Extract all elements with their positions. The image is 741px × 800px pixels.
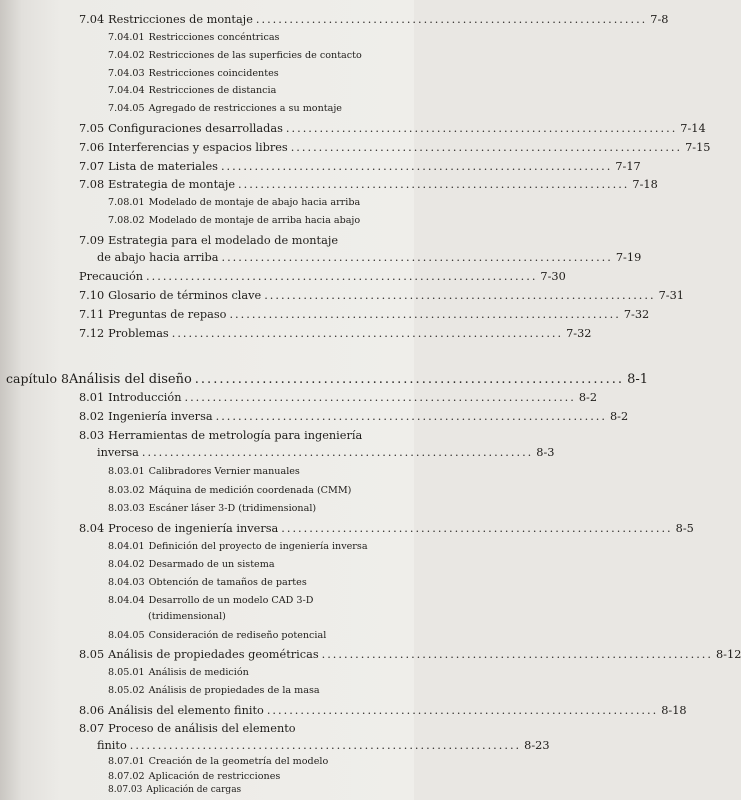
subsection-number: 8.07.01 (108, 756, 145, 767)
leader-dots: ...................................................................... (215, 410, 607, 423)
page-number: 7-8 (650, 13, 669, 26)
subsection-title: Restricciones de distancia (148, 85, 277, 96)
section-number: 7.05 (79, 122, 105, 135)
toc-entry-7-11 (79, 308, 650, 321)
toc-entry-7-07 (79, 160, 641, 173)
subsection-title: Consideración de rediseño potencial (148, 630, 327, 641)
section-title: Análisis de propiedades geométricas (108, 648, 319, 661)
page-number: 7-32 (623, 308, 650, 321)
section-number: 8.02 (79, 410, 105, 423)
subsection-number: 7.04.04 (108, 85, 145, 96)
section-title: Proceso de ingeniería inversa (108, 522, 279, 535)
section-title: Proceso de análisis del elemento (108, 722, 296, 735)
toc-entry-8-03 (79, 430, 404, 441)
subsection-title: Modelado de montaje de abajo hacia arriba (148, 197, 361, 208)
chapter-label: capítulo 8 (6, 371, 69, 386)
subsection-number: 7.08.02 (108, 215, 145, 226)
toc-subentry-7-04-03 (108, 69, 404, 79)
toc-subentry-8-03-02 (108, 486, 404, 496)
subsection-number: 8.07.02 (108, 771, 145, 782)
subsection-number: 7.04.02 (108, 50, 145, 61)
leader-dots: ...................................................................... (264, 289, 656, 302)
toc-chapter-8 (0, 371, 648, 387)
toc-entry-7-09 (79, 235, 404, 246)
subsection-title: Aplicación de cargas (146, 785, 242, 795)
toc-subentry-8-04-04 (108, 596, 404, 606)
toc-subentry-7-04-01 (108, 33, 404, 43)
subsection-title: Definición del proyecto de ingeniería inversa (148, 541, 368, 552)
section-title: Estrategia de montaje (108, 178, 236, 191)
subsection-number: 8.03.03 (108, 503, 145, 514)
toc-subentry-7-04-05 (108, 104, 404, 114)
toc-entry-8-01 (79, 391, 598, 404)
leader-dots: ...................................................................... (146, 270, 538, 283)
leader-dots: ...................................................................... (184, 391, 576, 404)
page-number: 8-2 (610, 410, 629, 423)
page-number: 8-12 (716, 648, 741, 661)
toc-subentry-8-03-03 (108, 504, 404, 514)
subsection-number: 7.08.01 (108, 197, 145, 208)
toc-entry-8-05 (79, 648, 741, 661)
section-number: 8.03 (79, 429, 105, 442)
subsection-title: Restricciones concéntricas (148, 32, 280, 43)
subsection-title: Desarrollo de un modelo CAD 3-D (148, 595, 314, 606)
leader-dots: ...................................................................... (238, 178, 630, 191)
section-number: 8.04 (79, 522, 105, 535)
subsection-number: 8.07.03 (108, 785, 143, 795)
section-number: 8.06 (79, 704, 105, 717)
subsection-title: Restricciones coincidentes (148, 68, 279, 79)
toc-entry-8-02 (79, 410, 629, 423)
page-number: 8-1 (627, 372, 648, 387)
section-number: 7.09 (79, 234, 105, 247)
subsection-title: Desarmado de un sistema (148, 559, 275, 570)
toc-subentry-8-05-01 (108, 668, 404, 678)
toc-entry-8-04 (79, 522, 694, 535)
subsection-number: 7.04.05 (108, 103, 145, 114)
toc-entry-precaucion (79, 270, 566, 283)
section-title: Ingeniería inversa (108, 410, 213, 423)
section-number: 7.12 (79, 327, 105, 340)
toc-entry-8-07-continuation (97, 739, 550, 752)
subsection-title: Máquina de medición coordenada (CMM) (148, 485, 352, 496)
toc-subentry-8-04-03 (108, 578, 404, 588)
subsection-title: Análisis de propiedades de la masa (148, 685, 320, 696)
section-number: 8.01 (79, 391, 105, 404)
toc-entry-7-10 (79, 289, 684, 302)
section-title: Estrategia para el modelado de montaje (108, 234, 339, 247)
section-title: Precaución (79, 270, 144, 283)
toc-subentry-7-04-02 (108, 51, 404, 61)
subsection-title: Restricciones de las superficies de contacto (148, 50, 362, 61)
subsection-number: 8.04.04 (108, 595, 145, 606)
subsection-title: Escáner láser 3-D (tridimensional) (148, 503, 317, 514)
subsection-number: 8.04.03 (108, 577, 145, 588)
subsection-title: Calibradores Vernier manuales (148, 466, 300, 477)
subsection-title: Modelado de montaje de arriba hacia abajo (148, 215, 361, 226)
page-number: 8-5 (675, 522, 694, 535)
page-number: 7-14 (680, 122, 706, 135)
page-number: 7-31 (658, 289, 684, 302)
leader-dots: ...................................................................... (220, 160, 613, 173)
page-number: 8-3 (536, 446, 555, 459)
leader-dots: ...................................................................... (266, 704, 659, 717)
subsection-title: Aplicación de restricciones (148, 771, 281, 782)
section-title-continuation: de abajo hacia arriba (97, 251, 219, 264)
subsection-number: 8.05.01 (108, 667, 145, 678)
section-title: Configuraciones desarrolladas (108, 122, 283, 135)
page-number: 7-30 (540, 270, 566, 283)
subsection-title: Creación de la geometría del modelo (148, 756, 329, 767)
section-title: Preguntas de repaso (108, 308, 227, 321)
leader-dots: ...................................................................... (229, 308, 621, 321)
section-number: 7.11 (79, 308, 105, 321)
leader-dots: ...................................................................... (321, 648, 713, 661)
section-title: Introducción (108, 391, 182, 404)
chapter-title: Análisis del diseño (68, 372, 192, 387)
section-number: 7.08 (79, 178, 105, 191)
section-number: 7.07 (79, 160, 105, 173)
toc-subentry-8-04-05 (108, 631, 404, 641)
section-title: Herramientas de metrología para ingeniería (108, 429, 363, 442)
toc-subentry-8-04-02 (108, 560, 404, 570)
subsection-number: 8.05.02 (108, 685, 145, 696)
subsection-number: 8.04.01 (108, 541, 145, 552)
leader-dots: ...................................................................... (171, 327, 564, 340)
page-number: 8-2 (578, 391, 598, 404)
page-number: 8-18 (661, 704, 687, 717)
toc-entry-7-04 (79, 13, 669, 26)
toc-subentry-8-04-01 (108, 542, 404, 552)
toc-entry-7-08 (79, 178, 658, 191)
section-number: 7.04 (79, 13, 105, 26)
subsection-title: Obtención de tamaños de partes (148, 577, 307, 588)
leader-dots: ...................................................................... (129, 739, 522, 752)
toc-subentry-8-03-01 (108, 467, 404, 477)
leader-dots: ...................................................................... (281, 522, 673, 535)
leader-dots: ...................................................................... (221, 251, 613, 264)
toc-subentry-8-07-01 (108, 757, 404, 767)
section-title: Lista de materiales (108, 160, 218, 173)
toc-subentry-8-07-02 (108, 772, 404, 782)
toc-entry-8-07 (79, 723, 404, 734)
leader-dots: ...................................................................... (255, 13, 648, 26)
leader-dots: ...................................................................... (194, 372, 625, 387)
section-title-continuation: finito (97, 739, 127, 752)
toc-subentry-8-04-04-continuation (148, 612, 404, 622)
subsection-number: 8.04.02 (108, 559, 145, 570)
toc-subentry-7-08-02 (108, 216, 404, 226)
page-number: 7-18 (632, 178, 658, 191)
section-title: Interferencias y espacios libres (108, 141, 288, 154)
toc-entry-8-06 (79, 704, 687, 717)
page-number: 7-19 (615, 251, 642, 264)
toc-entry-7-05 (79, 122, 706, 135)
subsection-title: Agregado de restricciones a su montaje (148, 103, 342, 114)
section-title: Problemas (108, 327, 169, 340)
section-title-continuation: inversa (97, 446, 139, 459)
section-number: 7.06 (79, 141, 105, 154)
leader-dots: ...................................................................... (285, 122, 678, 135)
leader-dots: ...................................................................... (290, 141, 683, 154)
toc-subentry-7-08-01 (108, 198, 404, 208)
toc-entry-7-06 (79, 141, 711, 154)
section-number: 7.10 (79, 289, 105, 302)
section-title: Glosario de términos clave (108, 289, 262, 302)
section-title: Análisis del elemento finito (108, 704, 264, 717)
toc-subentry-8-07-03 (108, 786, 404, 795)
toc-entry-7-09-continuation (97, 251, 642, 264)
subsection-number: 8.03.01 (108, 466, 145, 477)
section-title: Restricciones de montaje (108, 13, 253, 26)
toc-entry-7-12 (79, 327, 592, 340)
section-number: 8.05 (79, 648, 105, 661)
page-number: 8-23 (524, 739, 550, 752)
subsection-number: 7.04.03 (108, 68, 145, 79)
subsection-title-continuation: (tridimensional) (148, 611, 226, 622)
subsection-number: 7.04.01 (108, 32, 145, 43)
page-number: 7-17 (615, 160, 641, 173)
page-number: 7-32 (566, 327, 592, 340)
page-number: 7-15 (685, 141, 711, 154)
section-number: 8.07 (79, 722, 105, 735)
subsection-number: 8.03.02 (108, 485, 145, 496)
toc-entry-8-03-continuation (97, 446, 555, 459)
subsection-title: Análisis de medición (148, 667, 249, 678)
leader-dots: ...................................................................... (141, 446, 534, 459)
toc-subentry-7-04-04 (108, 86, 404, 96)
subsection-number: 8.04.05 (108, 630, 145, 641)
toc-subentry-8-05-02 (108, 686, 404, 696)
